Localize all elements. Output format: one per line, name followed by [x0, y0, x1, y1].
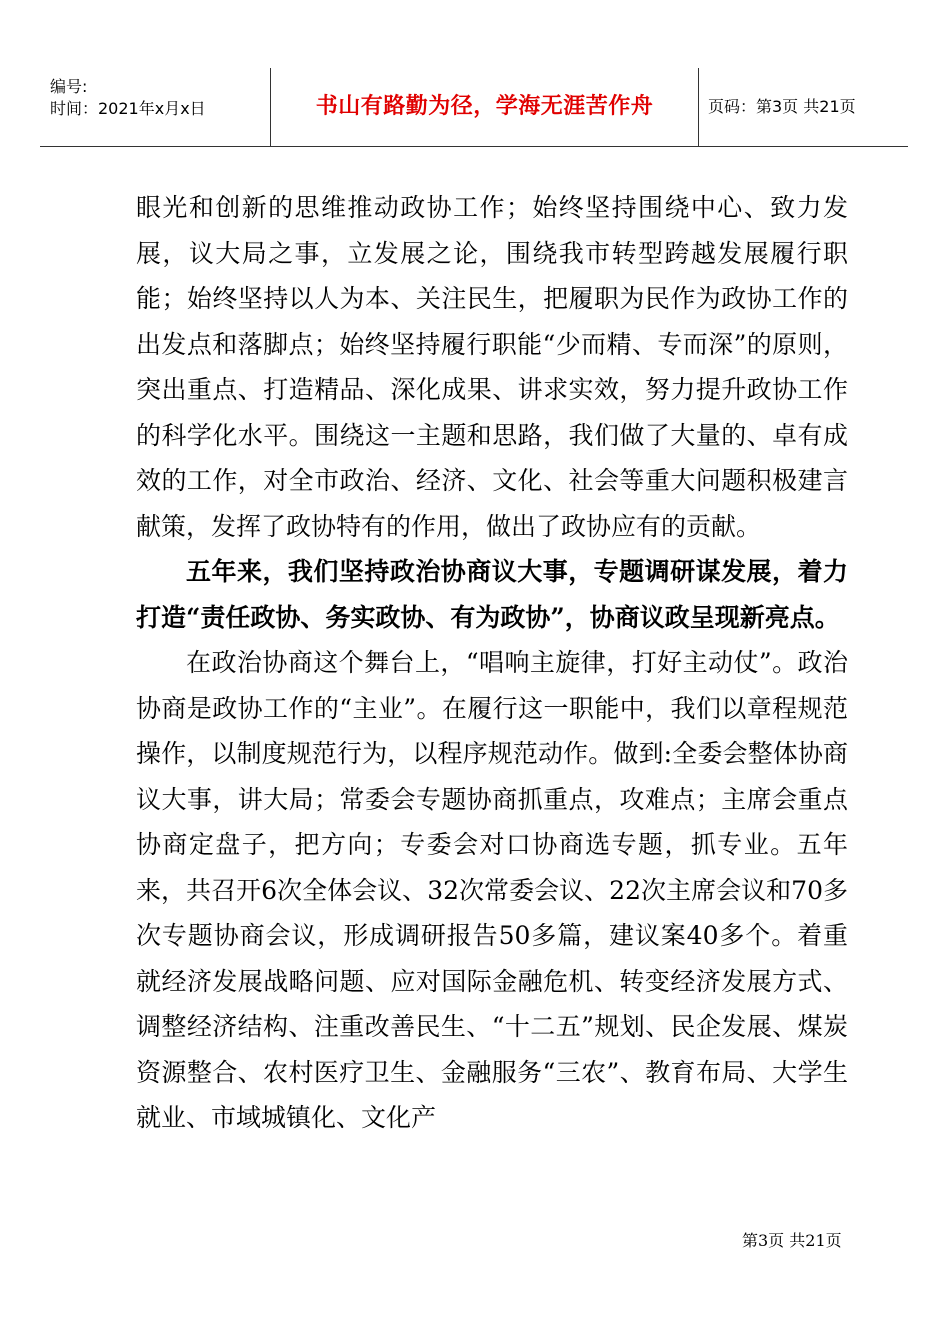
- body-paragraph: 眼光和创新的思维推动政协工作；始终坚持围绕中心、致力发展，议大局之事，立发展之论，围绕我市转型跨越发展履行职能；始终坚持以人为本、关注民生，把履职为民作为政协工作的出发点和落脚点；始终坚持履行职能“少而精、专而深”的原则，突出重点、打造精品、深化成果、讲求实效，努力提升政协工作的科学化水平。围绕这一主题和思路，我们做了大量的、卓有成效的工作，对全市政治、经济、文化、社会等重大问题积极建言献策，发挥了政协特有的作用，做出了政协应有的贡献。: [136, 193, 848, 541]
- header-page-number: 页码：第3页 共21页: [708, 97, 856, 116]
- body-paragraph: 在政治协商这个舞台上，“唱响主旋律，打好主动仗”。政治协商是政协工作的“主业”。在履行这一职能中，我们以章程规范操作，以制度规范行为，以程序规范动作。做到:全委会整体协商议大事，讲大局；常委会专题协商抓重点，攻难点；主席会重点协商定盘子，把方向；专委会对口协商选专题，抓专业。五年来，共召开6次全体会议、32次常委会议、22次主席会议和70多次专题协商会议，形成调研报告50多篇，建议案40多个。着重就经济发展战略问题、应对国际金融危机、转变经济发展方式、调整经济结构、注重改善民生、“十二五”规划、民企发展、煤炭资源整合、农村医疗卫生、金融服务“三农”、教育布局、大学生就业、市域城镇化、文化产: [136, 648, 848, 1132]
- header-motto: 书山有路勤为径，学海无涯苦作舟: [315, 94, 654, 119]
- serial-label: 编号:: [50, 77, 88, 96]
- header-divider: [698, 68, 699, 146]
- time-label: 时间：2021年x月x日: [50, 99, 206, 118]
- header-meta: [50, 76, 275, 120]
- document-body: [136, 185, 848, 1141]
- page-header: [40, 68, 908, 147]
- page-footer: 第3页 共21页: [742, 1231, 842, 1250]
- section-heading-paragraph: 五年来，我们坚持政治协商议大事，专题调研谋发展，着力打造“责任政协、务实政协、有为政协”，协商议政呈现新亮点。: [136, 557, 848, 632]
